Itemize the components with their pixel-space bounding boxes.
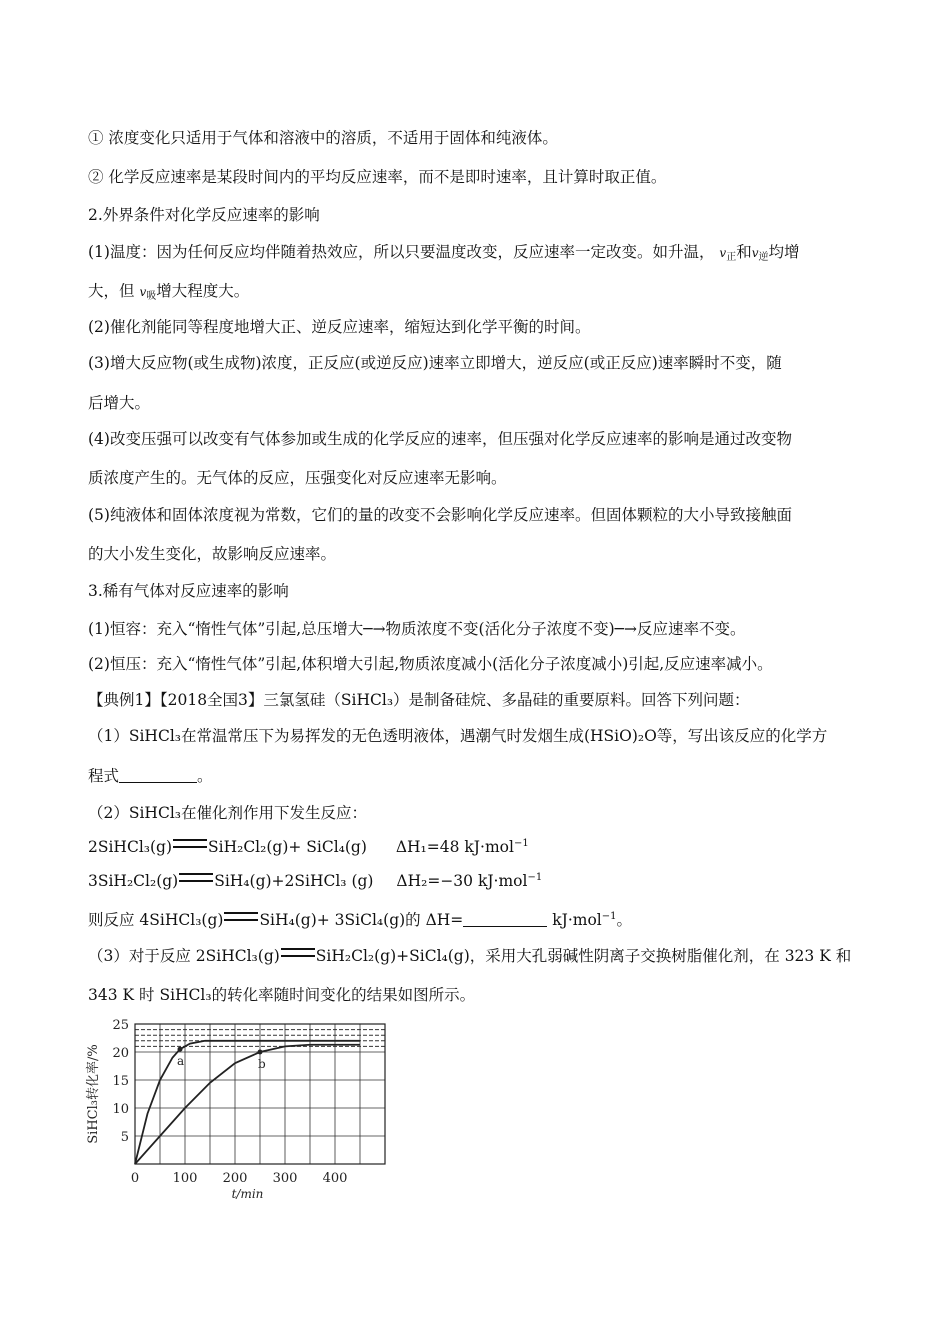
y-axis-label: SiHCl₃转化率/% <box>86 1044 101 1144</box>
eq2-exponent: −1 <box>527 872 543 883</box>
paragraph-catalyst: (2)催化剂能同等程度地增大正、逆反应速率，缩短达到化学平衡的时间。 <box>88 318 591 336</box>
equation-1 <box>88 838 529 856</box>
period: 。 <box>197 767 213 785</box>
equilibrium-sign <box>173 839 207 848</box>
q3-text-a: （3）对于反应 2SiHCl₃(g) <box>88 947 280 965</box>
example-heading: 【典例1】【2018全国3】三氯氢硅（SiHCl₃）是制备硅烷、多晶硅的重要原料。回答下列问题： <box>88 691 750 709</box>
equation-3 <box>88 908 632 930</box>
answer-blank-2[interactable] <box>463 912 547 927</box>
paragraph-concentration: (3)增大反应物(或生成物)浓度，正反应(或逆反应)速率立即增大，逆反应(或正反应)速率瞬时不变，随 <box>88 354 782 372</box>
eq1-exponent: −1 <box>513 838 529 849</box>
question-1-cont <box>88 764 213 786</box>
question-2: （2）SiHCl₃在催化剂作用下发生反应： <box>88 804 367 822</box>
eq1-right: SiH₂Cl₂(g)+ SiCl₄(g) <box>208 838 367 856</box>
paragraph-solids: (5)纯液体和固体浓度视为常数，它们的量的改变不会影响化学反应速率。但固体颗粒的大小导致接触面 <box>88 506 792 524</box>
point-a-marker <box>178 1047 183 1052</box>
eq2-right: SiH₄(g)+2SiHCl₃ (g) <box>214 872 374 890</box>
answer-blank-1[interactable] <box>119 768 197 783</box>
paragraph-concentration-cont: 后增大。 <box>88 394 151 412</box>
paragraph-temperature <box>88 240 800 263</box>
y-tick-label: 20 <box>112 1046 129 1061</box>
y-tick-label: 25 <box>112 1018 129 1033</box>
x-tick-label: 0 <box>130 1171 140 1186</box>
x-axis-label: t/min <box>231 1187 264 1201</box>
q3-text-b: SiH₂Cl₂(g)+SiCl₄(g)，采用大孔弱碱性阴离子交换树脂催化剂，在 323 K 和 <box>315 947 852 965</box>
v-symbol-2: v <box>751 246 759 260</box>
eq1-left: 2SiHCl₃(g) <box>88 838 173 856</box>
y-tick-label: 15 <box>112 1074 129 1089</box>
equilibrium-sign <box>281 948 315 957</box>
point-b-marker <box>258 1050 263 1055</box>
question-3 <box>88 944 851 966</box>
temp-tail: 均增 <box>768 243 800 261</box>
v-sub-reverse: 逆 <box>758 252 769 263</box>
paragraph-constant-volume: (1)恒容：充入“惰性气体”引起,总压增大─→物质浓度不变(活化分子浓度不变)─→反应速率不变。 <box>88 620 746 638</box>
eq3-right: SiH₄(g)+ 3SiCl₄(g)的 ΔH= <box>259 911 464 929</box>
paragraph-constant-pressure: (2)恒压：充入“惰性气体”引起,体积增大引起,物质浓度减小(活化分子浓度减小)引起,反应速率减小。 <box>88 655 773 673</box>
eq3-left: 则反应 4SiHCl₃(g) <box>88 911 224 929</box>
paragraph-1: ① 浓度变化只适用于气体和溶液中的溶质，不适用于固体和纯液体。 <box>88 129 558 147</box>
x-tick-label: 100 <box>172 1171 198 1186</box>
question-3-cont: 343 K 时 SiHCl₃的转化率随时间变化的结果如图所示。 <box>88 986 476 1004</box>
temp-cont-tail: 增大程度大。 <box>156 282 250 300</box>
paragraph-pressure-cont: 质浓度产生的。无气体的反应，压强变化对反应速率无影响。 <box>88 469 507 487</box>
v-sub-forward: 正 <box>726 252 737 263</box>
v-symbol: v <box>719 246 727 260</box>
y-tick-label: 10 <box>112 1102 129 1117</box>
v-symbol-3: v <box>139 285 147 299</box>
eq3-tail: 。 <box>616 911 633 929</box>
eq3-exponent: −1 <box>601 911 617 922</box>
paragraph-pressure: (4)改变压强可以改变有气体参加或生成的化学反应的速率，但压强对化学反应速率的影响是通过改变物 <box>88 430 792 448</box>
annotation-b: b <box>258 1057 266 1071</box>
and-text: 和 <box>736 243 752 261</box>
eq1-enthalpy: ΔH₁=48 kJ·mol <box>395 838 514 856</box>
equilibrium-sign <box>179 873 213 882</box>
equilibrium-sign <box>224 912 258 921</box>
eq2-left: 3SiH₂Cl₂(g) <box>88 872 179 890</box>
annotation-a: a <box>177 1054 185 1069</box>
paragraph-2: ② 化学反应速率是某段时间内的平均反应速率，而不是即时速率，且计算时取正值。 <box>88 168 667 186</box>
question-1: （1）SiHCl₃在常温常压下为易挥发的无色透明液体，遇潮气时发烟生成(HSiO)₂O等，写出该反应的化学方 <box>88 727 828 745</box>
conversion-chart <box>80 1008 410 1208</box>
temp-text: (1)温度：因为任何反应均伴随着热效应，所以只要温度改变，反应速率一定改变。如升温， <box>88 243 715 261</box>
paragraph-solids-cont: 的大小发生变化，故影响反应速率。 <box>88 545 337 563</box>
section-heading-2: 2.外界条件对化学反应速率的影响 <box>88 206 320 224</box>
section-heading-3: 3.稀有气体对反应速率的影响 <box>88 582 289 600</box>
equation-2 <box>88 872 542 890</box>
x-tick-label: 400 <box>322 1171 348 1186</box>
temp-cont-text: 大，但 <box>88 282 135 300</box>
y-tick-label: 5 <box>120 1130 129 1145</box>
x-tick-label: 200 <box>222 1171 248 1186</box>
series-line-a <box>135 1041 360 1164</box>
eq3-unit: kJ·mol <box>547 911 602 929</box>
x-tick-label: 300 <box>272 1171 298 1186</box>
paragraph-temperature-cont <box>88 279 249 302</box>
eq2-enthalpy: ΔH₂=−30 kJ·mol <box>396 872 528 890</box>
v-sub-absorb: 吸 <box>146 291 157 302</box>
equation-label: 程式 <box>88 767 120 785</box>
